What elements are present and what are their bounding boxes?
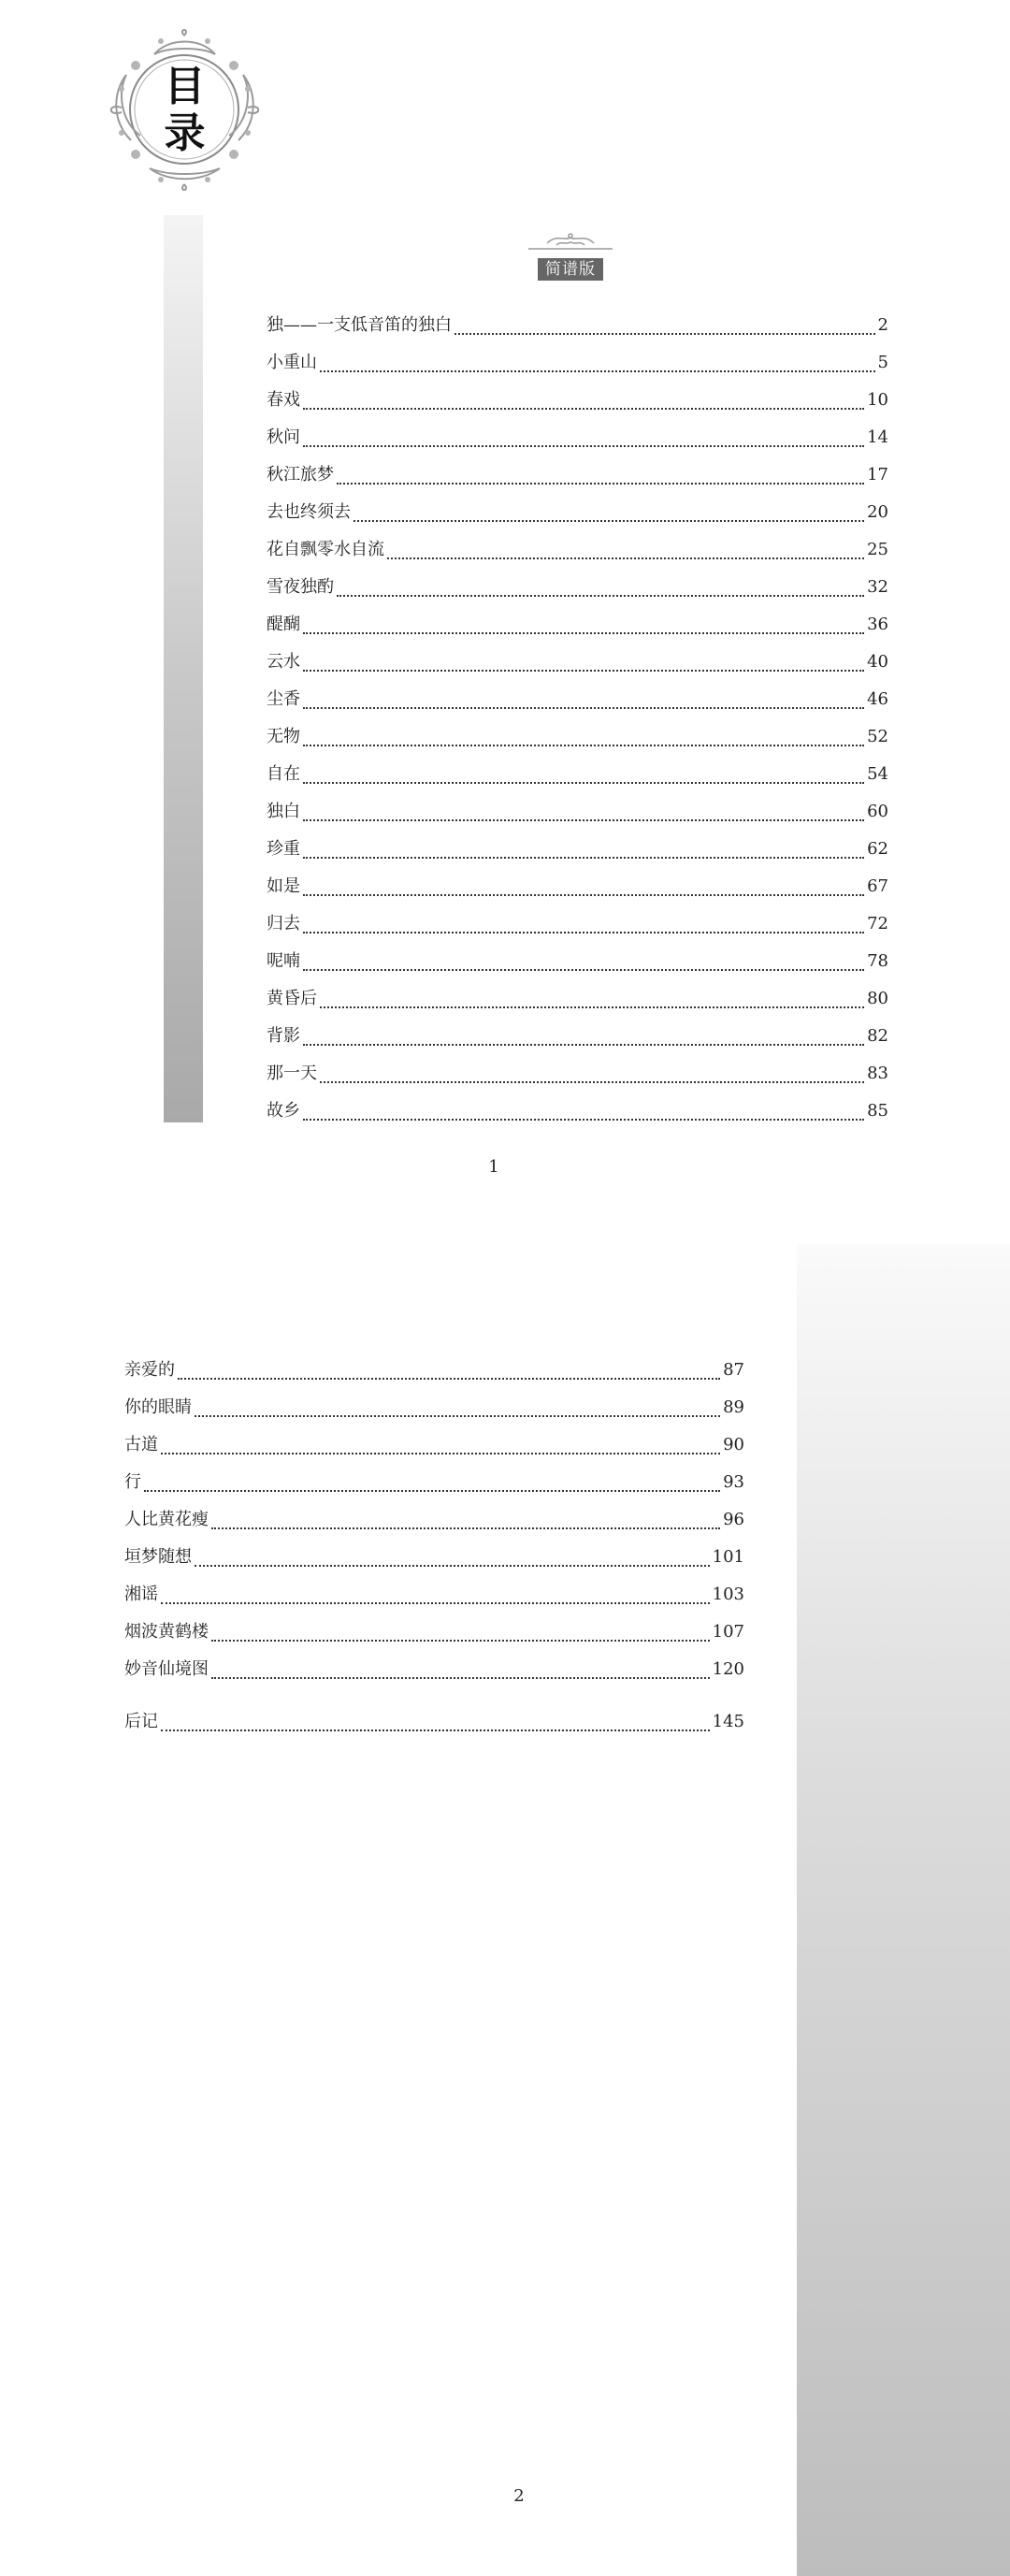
toc-entry-title: 湘谣 [124, 1585, 158, 1604]
toc-entry-title: 醍醐 [267, 615, 300, 634]
dot-leader [320, 1081, 864, 1083]
dot-leader [337, 483, 864, 485]
dot-leader [303, 408, 864, 410]
toc-list-continued [124, 1356, 744, 1745]
dot-leader [387, 557, 864, 559]
spacer [124, 1693, 744, 1708]
toc-entry[interactable] [267, 760, 888, 798]
toc-list [267, 311, 888, 1135]
dot-leader [303, 707, 864, 709]
toc-entry-title: 秋问 [267, 427, 300, 447]
toc-entry[interactable] [124, 1656, 744, 1693]
toc-entry-page: 54 [867, 764, 888, 784]
dot-leader [144, 1490, 720, 1492]
toc-entry-page: 40 [867, 652, 888, 672]
toc-entry[interactable] [267, 386, 888, 424]
page-number: 2 [513, 2486, 525, 2506]
toc-entry[interactable] [267, 349, 888, 386]
dot-leader [161, 1453, 720, 1454]
toc-entry-page: 87 [723, 1360, 744, 1380]
dot-leader [303, 445, 864, 447]
dot-leader [195, 1565, 710, 1567]
toc-entry[interactable] [267, 1060, 888, 1097]
toc-entry-title: 独白 [267, 802, 300, 821]
toc-entry-page: 82 [867, 1026, 888, 1046]
toc-entry-page: 67 [867, 876, 888, 896]
toc-page-1 [0, 0, 1010, 1207]
toc-entry-title: 独——一支低音笛的独白 [267, 315, 452, 335]
dot-leader [303, 782, 864, 784]
toc-entry-title: 自在 [267, 764, 300, 784]
dot-leader [303, 670, 864, 672]
toc-entry-title: 你的眼睛 [124, 1397, 192, 1417]
toc-entry-title: 亲爱的 [124, 1360, 175, 1380]
dot-leader [354, 520, 864, 522]
dot-leader [211, 1677, 710, 1679]
toc-entry-title: 归去 [267, 914, 300, 933]
toc-entry-title: 呢喃 [267, 951, 300, 971]
toc-entry-title: 如是 [267, 876, 300, 896]
toc-entry[interactable] [267, 648, 888, 686]
toc-entry-title: 烟波黄鹤楼 [124, 1622, 209, 1642]
toc-entry[interactable] [124, 1394, 744, 1431]
toc-entry-title: 雪夜独酌 [267, 577, 334, 597]
toc-entry-page: 60 [867, 802, 888, 821]
toc-entry-title: 尘香 [267, 689, 300, 709]
toc-entry-page: 78 [867, 951, 888, 971]
dot-leader [303, 857, 864, 859]
scroll-ornament-icon [519, 224, 622, 258]
title-char-2: 录 [164, 109, 206, 157]
toc-entry-page: 52 [867, 727, 888, 746]
toc-entry[interactable] [124, 1469, 744, 1506]
dot-leader [303, 745, 864, 746]
toc-entry-page: 14 [867, 427, 888, 447]
toc-entry-title: 珍重 [267, 839, 300, 859]
toc-entry-title: 古道 [124, 1435, 158, 1454]
section-label: 简谱版 [538, 258, 603, 281]
toc-entry-page: 72 [867, 914, 888, 933]
toc-entry[interactable] [267, 985, 888, 1022]
toc-entry[interactable] [267, 723, 888, 760]
toc-entry-title: 那一天 [267, 1064, 317, 1083]
toc-entry[interactable] [124, 1543, 744, 1581]
toc-entry-title: 去也终须去 [267, 502, 351, 522]
toc-entry[interactable] [124, 1618, 744, 1656]
toc-entry-page: 62 [867, 839, 888, 859]
toc-entry-title: 春戏 [267, 390, 300, 410]
toc-entry-title: 背影 [267, 1026, 300, 1046]
toc-entry[interactable] [267, 311, 888, 349]
toc-entry-page: 25 [867, 540, 888, 559]
sidebar-gradient-bar [164, 215, 203, 1122]
title-char-1: 目 [164, 62, 206, 110]
dot-leader [161, 1602, 710, 1604]
toc-entry[interactable] [267, 798, 888, 835]
toc-entry-page: 85 [867, 1101, 888, 1121]
toc-entry-title: 人比黄花瘦 [124, 1510, 209, 1529]
toc-entry-page: 120 [712, 1659, 744, 1679]
toc-entry-page: 89 [723, 1397, 744, 1417]
toc-entry[interactable] [267, 573, 888, 611]
toc-entry[interactable] [124, 1506, 744, 1543]
toc-entry[interactable] [267, 835, 888, 873]
toc-entry-title: 无物 [267, 727, 300, 746]
toc-entry[interactable] [267, 611, 888, 648]
toc-entry[interactable] [124, 1581, 744, 1618]
page-title [103, 28, 267, 192]
toc-entry-page: 46 [867, 689, 888, 709]
dot-leader [303, 632, 864, 634]
dot-leader [303, 894, 864, 896]
dot-leader [320, 1006, 864, 1008]
toc-entry-page: 103 [712, 1585, 744, 1604]
toc-entry[interactable] [267, 910, 888, 948]
toc-entry-title: 秋江旅梦 [267, 465, 334, 485]
dot-leader [303, 1044, 864, 1046]
toc-entry[interactable] [267, 424, 888, 461]
toc-entry-page: 80 [867, 989, 888, 1008]
toc-entry-page: 17 [867, 465, 888, 485]
toc-entry-page: 93 [723, 1472, 744, 1492]
dot-leader [178, 1378, 720, 1380]
section-label-block [519, 224, 622, 282]
toc-entry-title: 花自飘零水自流 [267, 540, 384, 559]
toc-entry-page: 107 [712, 1622, 744, 1642]
dot-leader [337, 595, 864, 597]
toc-entry-title: 妙音仙境图 [124, 1659, 209, 1679]
dot-leader [303, 1119, 864, 1121]
toc-entry-page: 83 [867, 1064, 888, 1083]
toc-entry-page: 2 [877, 315, 888, 335]
toc-entry[interactable] [267, 686, 888, 723]
dot-leader [303, 969, 864, 971]
toc-entry[interactable] [267, 536, 888, 573]
toc-entry[interactable] [267, 873, 888, 910]
toc-entry-page: 32 [867, 577, 888, 597]
toc-entry[interactable] [267, 499, 888, 536]
toc-entry[interactable] [124, 1431, 744, 1469]
dot-leader [211, 1527, 720, 1529]
page-number: 1 [488, 1157, 499, 1177]
toc-entry[interactable] [267, 1022, 888, 1060]
dot-leader [211, 1640, 710, 1642]
toc-entry[interactable] [267, 948, 888, 985]
toc-entry-title: 行 [124, 1472, 141, 1492]
toc-entry-page: 101 [712, 1547, 744, 1567]
toc-entry-title: 后记 [124, 1712, 158, 1731]
dot-leader [303, 819, 864, 821]
dot-leader [195, 1415, 720, 1417]
toc-entry-afterword[interactable] [124, 1708, 744, 1745]
toc-entry-title: 垣梦随想 [124, 1547, 192, 1567]
dot-leader [303, 932, 864, 933]
dot-leader [161, 1729, 710, 1731]
toc-entry-page: 90 [723, 1435, 744, 1454]
toc-entry-title: 故乡 [267, 1101, 300, 1121]
dot-leader [454, 333, 875, 335]
dot-leader [320, 370, 875, 372]
toc-entry[interactable] [124, 1356, 744, 1394]
toc-entry-page: 36 [867, 615, 888, 634]
toc-entry-page: 5 [877, 353, 888, 372]
toc-entry-title: 黄昏后 [267, 989, 317, 1008]
toc-entry-page: 10 [867, 390, 888, 410]
toc-entry-page: 145 [712, 1712, 744, 1731]
toc-entry-title: 云水 [267, 652, 300, 672]
toc-entry-title: 小重山 [267, 353, 317, 372]
toc-entry-page: 20 [867, 502, 888, 522]
toc-entry[interactable] [267, 1097, 888, 1135]
heading-emblem [103, 28, 267, 192]
sidebar-gradient-panel [797, 1244, 1010, 2576]
toc-entry[interactable] [267, 461, 888, 499]
toc-entry-page: 96 [723, 1510, 744, 1529]
